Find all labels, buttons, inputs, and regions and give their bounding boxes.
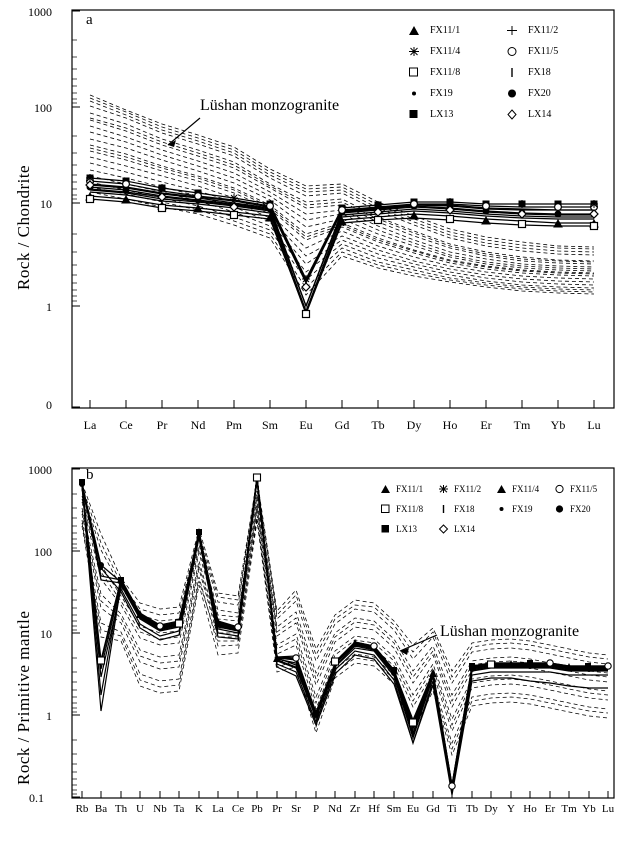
panel-a-ytick-1000: 1000: [28, 5, 52, 19]
panel-b-xtick-gd: Gd: [426, 803, 440, 815]
legend-label: FX19: [512, 504, 533, 514]
panel-a-xtick-la: La: [83, 418, 97, 432]
panel-b-xtick-dy: Dy: [484, 803, 498, 815]
panel-a-xtick-pm: Pm: [225, 418, 242, 432]
panel-b-ytick-100: 100: [34, 545, 52, 559]
panel-a-xtick-yb: Yb: [550, 418, 566, 432]
panel-b-xtick-p: P: [312, 803, 320, 815]
panel-b-xtick-ti: Ti: [447, 803, 457, 815]
panel-b-xtick-y: Y: [507, 803, 515, 815]
panel-a-xtick-gd: Gd: [334, 418, 350, 432]
panel-b-xtick-pb: Pb: [251, 803, 263, 815]
plus-icon: [506, 25, 528, 36]
panel-a-xtick-sm: Sm: [261, 418, 278, 432]
panel-b-xtick-u: U: [136, 803, 144, 815]
legend-item-fx11-5: [506, 46, 604, 57]
panel-a-ytick-0: 0: [46, 398, 52, 412]
panel-b-xtick-er: Er: [544, 803, 556, 815]
panel-a-legend: [408, 20, 604, 125]
panel-a-xtick-nd: Nd: [190, 418, 206, 432]
legend-item-fx19: [408, 88, 506, 99]
panel-b-xtick-th: Th: [114, 803, 128, 815]
legend-label: LX13: [396, 524, 417, 534]
panel-a-xtick-tb: Tb: [371, 418, 385, 432]
panel-b-xtick-ho: Ho: [523, 803, 537, 815]
legend-item-lx14: [506, 109, 604, 120]
square-open-icon: [380, 504, 396, 514]
legend-item-lx13: [380, 524, 438, 534]
panel-b-xtick-pr: Pr: [272, 803, 282, 815]
panel-a-xtick-dy: Dy: [406, 418, 422, 432]
circle-filled-icon: [506, 88, 528, 99]
panel-b-xtick-tm: Tm: [561, 803, 577, 815]
panel-b: [0, 455, 627, 855]
panel-b-xtick-la: La: [212, 803, 224, 815]
panel-b-xtick-ba: Ba: [94, 803, 108, 815]
legend-label: FX11/1: [430, 25, 461, 36]
panel-b-xtick-zr: Zr: [349, 803, 361, 815]
bar-icon: [506, 67, 528, 78]
legend-label: FX20: [528, 88, 551, 99]
panel-a-xtick-er: Er: [480, 418, 492, 432]
panel-b-xtick-tb: Tb: [465, 803, 479, 815]
panel-a-annotation: Lüshan monzogranite: [200, 97, 340, 114]
legend-item-fx20: [506, 88, 604, 99]
dot-small-icon: [408, 88, 430, 99]
legend-item-fx11-2: [438, 484, 496, 494]
circle-filled-icon: [554, 504, 570, 514]
panel-b-xtick-nd: Nd: [328, 803, 342, 815]
legend-label: LX14: [528, 109, 552, 120]
legend-label: FX11/2: [528, 25, 559, 36]
panel-b-ytick-1000: 1000: [28, 463, 52, 477]
panel-b-xtick-sm: Sm: [386, 803, 402, 815]
legend-item-fx11-2: [506, 25, 604, 36]
panel-a-xtick-ce: Ce: [119, 418, 133, 432]
dot-small-icon: [496, 504, 512, 514]
panel-b-ytick-1: 1: [46, 709, 52, 723]
legend-item-fx11-8: [380, 504, 438, 514]
panel-b-xtick-rb: Rb: [75, 803, 89, 815]
panel-a-ytick-100: 100: [34, 101, 52, 115]
legend-label: LX13: [430, 109, 454, 120]
legend-item-lx14: [438, 524, 496, 534]
diamond-open-icon: [438, 524, 454, 534]
legend-label: FX11/8: [396, 504, 424, 514]
legend-label: FX11/5: [528, 46, 559, 57]
square-filled-icon: [380, 524, 396, 534]
panel-b-xtick-k: K: [195, 803, 203, 815]
panel-a-xtick-pr: Pr: [156, 418, 168, 432]
panel-b-xtick-eu: Eu: [406, 803, 420, 815]
square-open-icon: [408, 67, 430, 78]
panel-b-label: b: [86, 467, 94, 483]
panel-b-annotation: Lüshan monzogranite: [440, 623, 580, 640]
legend-item-fx11-4: [408, 46, 506, 57]
triangle-filled-icon: [408, 25, 430, 36]
panel-b-xtick-nb: Nb: [153, 803, 167, 815]
panel-b-y-axis-title: Rock / Primitive mantle: [14, 610, 33, 785]
panel-b-xtick-lu: Lu: [601, 803, 615, 815]
legend-label: FX11/1: [396, 484, 424, 494]
panel-a-xtick-eu: Eu: [299, 418, 313, 432]
panel-a-xtick-tm: Tm: [513, 418, 531, 432]
panel-b-xtick-ce: Ce: [231, 803, 245, 815]
legend-label: FX11/4: [512, 484, 540, 494]
legend-label: FX20: [570, 504, 591, 514]
panel-b-xtick-yb: Yb: [582, 803, 596, 815]
square-filled-icon: [408, 109, 430, 120]
legend-item-fx18: [506, 67, 604, 78]
legend-item-fx19: [496, 504, 554, 514]
legend-item-fx18: [438, 504, 496, 514]
legend-label: FX19: [430, 88, 453, 99]
legend-item-fx20: [554, 504, 610, 514]
legend-item-fx11-5: [554, 484, 610, 494]
panel-b-ytick-10: 10: [40, 627, 52, 641]
legend-item-lx13: [408, 109, 506, 120]
panel-a-label: a: [86, 12, 93, 28]
panel-b-xtick-ta: Ta: [173, 803, 185, 815]
triangle-filled-icon: [380, 484, 396, 494]
asterisk-icon: [438, 484, 454, 494]
circle-open-icon: [506, 46, 528, 57]
legend-label: FX11/5: [570, 484, 598, 494]
triangle-filled-icon: [496, 484, 512, 494]
panel-b-ytick-0-1: 0.1: [29, 791, 44, 805]
legend-label: LX14: [454, 524, 475, 534]
panel-b-xtick-hf: Hf: [368, 803, 380, 815]
legend-label: FX11/8: [430, 67, 461, 78]
panel-a-xtick-ho: Ho: [442, 418, 458, 432]
legend-label: FX18: [454, 504, 475, 514]
panel-a-ytick-10: 10: [40, 197, 52, 211]
legend-item-fx11-8: [408, 67, 506, 78]
diamond-open-icon: [506, 109, 528, 120]
legend-label: FX18: [528, 67, 551, 78]
legend-item-fx11-1: [408, 25, 506, 36]
panel-a-y-axis-title: Rock / Chondrite: [14, 164, 33, 290]
legend-item-fx11-4: [496, 484, 554, 494]
legend-label: FX11/4: [430, 46, 461, 57]
panel-a-ytick-1: 1: [46, 300, 52, 314]
panel-b-legend: [380, 479, 610, 539]
circle-open-icon: [554, 484, 570, 494]
panel-a-xtick-lu: Lu: [587, 418, 601, 432]
bar-icon: [438, 504, 454, 514]
legend-label: FX11/2: [454, 484, 482, 494]
asterisk-icon: [408, 46, 430, 57]
panel-b-xtick-sr: Sr: [291, 803, 301, 815]
legend-item-fx11-1: [380, 484, 438, 494]
